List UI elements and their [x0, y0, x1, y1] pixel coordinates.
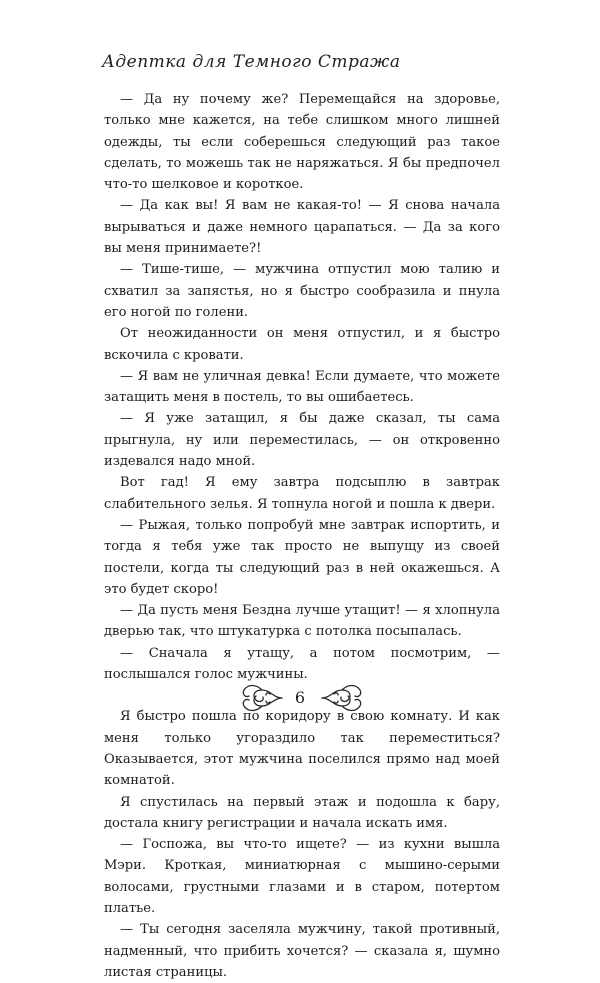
paragraph: — Я уже затащил, я бы даже сказал, ты сама прыгнула, ну или переместилась, — он откровенно издевался надо мной.: [104, 411, 500, 470]
paragraph: — Да как вы! Я вам не какая-то! — Я снова начала вырываться и даже немного царапаться. — Да за кого вы меня принимаете?!: [104, 198, 500, 257]
paragraph: От неожиданности он меня отпустил, и я быстро вскочила с кровати.: [104, 326, 500, 363]
running-title: Адептка для Темного Стража: [102, 52, 401, 72]
paragraph: — Я вам не уличная девка! Если думаете, что можете затащить меня в постель, то вы ошибаетесь.: [104, 368, 500, 406]
body-text: [104, 89, 500, 983]
page-footer: [0, 680, 600, 720]
ornament-flourish-left-icon: [240, 680, 284, 716]
paragraph: Я спустилась на первый этаж и подошла к бару, достала книгу регистрации и начала искать имя.: [104, 794, 500, 831]
page-number: 6: [294, 688, 306, 707]
paragraph: — Ты сегодня заселяла мужчину, такой противный, надменный, что прибить хочется? — сказала я, шумно листая страницы.: [104, 922, 500, 980]
paragraph: Я быстро пошла по коридору в свою комнату. И как меня только угораздило так переместиться? Оказывается, этот мужчина поселился прямо над моей комнатой.: [104, 709, 500, 789]
paragraph: — Да пусть меня Бездна лучше утащит! — я хлопнула дверью так, что штукатурка с потолка посыпалась.: [104, 603, 500, 640]
paragraph: Вот гад! Я ему завтра подсыплю в завтрак слабительного зелья. Я топнула ногой и пошла к двери.: [104, 475, 500, 512]
paragraph: — Госпожа, вы что-то ищете? — из кухни вышла Мэри. Кроткая, миниатюрная с мышино-серыми волосами, грустными глазами и в старом, потертом платье.: [104, 837, 500, 916]
ornament-flourish-right-icon: [320, 680, 364, 716]
paragraph: — Да ну почему же? Перемещайся на здоровье, только мне кажется, на тебе слишком много лишней одежды, ты если соберешься следующий раз такое сделать, то можешь так не наряжаться. Я бы предпочел что-то шелковое и короткое.: [104, 92, 500, 193]
paragraph: — Тише-тише, — мужчина отпустил мою талию и схватил за запястья, но я быстро сообразила и пнула его ногой по голени.: [104, 262, 500, 320]
paragraph: — Рыжая, только попробуй мне завтрак испортить, и тогда я тебя уже так просто не выпущу из своей постели, когда ты следующий раз в ней окажешься. А это будет скоро!: [104, 517, 500, 597]
paragraph: — Сначала я утащу, а потом посмотрим, — послышался голос мужчины.: [104, 645, 500, 683]
